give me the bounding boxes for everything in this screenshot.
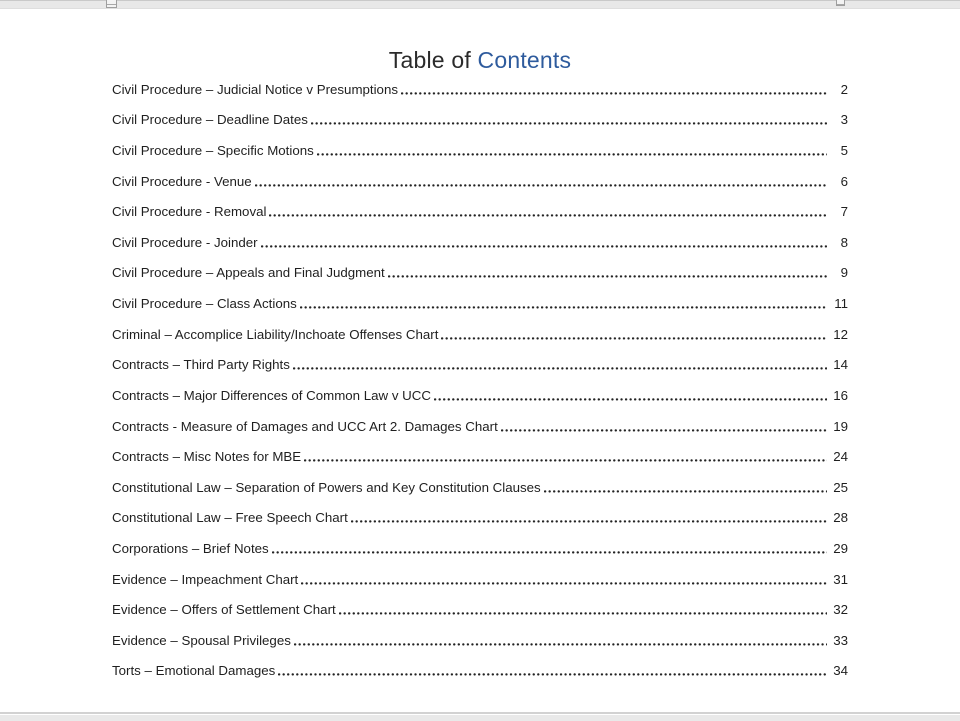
toc-entry-label: Evidence – Impeachment Chart (112, 571, 299, 587)
dotted-leader (269, 196, 827, 227)
dotted-leader (255, 166, 827, 197)
toc-entry[interactable] (112, 503, 848, 534)
toc-entry-label: Contracts – Major Differences of Common Law v UCC (112, 387, 431, 403)
toc-entry[interactable] (112, 288, 848, 319)
toc-entry-label: Civil Procedure – Class Actions (112, 296, 297, 312)
toc-entry[interactable] (112, 319, 848, 350)
toc-entry-label: Evidence – Spousal Privileges (112, 632, 291, 648)
toc-entry[interactable] (112, 656, 848, 687)
toc-entry[interactable] (112, 594, 848, 625)
dotted-leader (278, 656, 827, 687)
toc-entry-label: Civil Procedure – Specific Motions (112, 143, 314, 159)
dotted-leader (434, 380, 827, 411)
toc-entry-page: 9 (840, 265, 848, 281)
toc-entry[interactable] (112, 564, 848, 595)
toc-entry-page: 11 (834, 296, 848, 312)
toc-entry-label: Constitutional Law – Separation of Powers and Key Constitution Clauses (112, 479, 541, 495)
dotted-leader (388, 258, 827, 289)
toc-list (112, 74, 848, 686)
dotted-leader (301, 564, 827, 595)
toc-entry[interactable] (112, 105, 848, 136)
toc-entry-page: 8 (840, 234, 848, 250)
toc-entry-page: 7 (840, 204, 848, 220)
toc-entry[interactable] (112, 135, 848, 166)
toc-entry[interactable] (112, 533, 848, 564)
dotted-leader (261, 227, 827, 258)
dotted-leader (441, 319, 827, 350)
toc-entry-page: 12 (833, 326, 848, 342)
toc-entry-page: 25 (833, 479, 848, 495)
toc-entry-page: 31 (833, 571, 848, 587)
toc-entry-page: 28 (833, 510, 848, 526)
toc-entry-label: Civil Procedure - Venue (112, 173, 252, 189)
page-title (0, 45, 960, 75)
dotted-leader (293, 349, 827, 380)
toc-entry[interactable] (112, 411, 848, 442)
toc-entry-label: Contracts – Misc Notes for MBE (112, 449, 302, 465)
toc-entry-page: 6 (840, 173, 848, 189)
toc-entry[interactable] (112, 74, 848, 105)
dotted-leader (501, 411, 827, 442)
toc-entry-label: Corporations – Brief Notes (112, 540, 269, 556)
toc-entry-page: 2 (840, 81, 848, 97)
toc-entry-label: Contracts – Third Party Rights (112, 357, 290, 373)
toc-entry-page: 33 (833, 632, 848, 648)
toc-entry-page: 16 (833, 387, 848, 403)
toc-entry[interactable] (112, 380, 848, 411)
toc-entry[interactable] (112, 472, 848, 503)
toc-entry[interactable] (112, 166, 848, 197)
top-chrome-bar (0, 0, 960, 9)
toc-entry-label: Civil Procedure – Deadline Dates (112, 112, 308, 128)
dotted-leader (300, 288, 827, 319)
dotted-leader (351, 503, 827, 534)
dotted-leader (401, 74, 827, 105)
toc-entry[interactable] (112, 625, 848, 656)
toc-entry-label: Civil Procedure - Removal (112, 204, 267, 220)
toc-entry-page: 5 (840, 143, 848, 159)
toc-entry-page: 32 (833, 602, 848, 618)
toc-entry-label: Torts – Emotional Damages (112, 663, 276, 679)
toc-entry[interactable] (112, 258, 848, 289)
page-gap-marker-icon[interactable] (106, 0, 117, 8)
dotted-leader (317, 135, 827, 166)
toc-entry-page: 19 (833, 418, 848, 434)
page-gap-marker-icon[interactable] (836, 0, 845, 6)
toc-entry[interactable] (112, 196, 848, 227)
dotted-leader (544, 472, 827, 503)
dotted-leader (339, 594, 827, 625)
page-bottom-edge (0, 712, 960, 714)
page-title-prefix: Table of (388, 47, 478, 73)
bottom-chrome-bar (0, 715, 960, 721)
dotted-leader (272, 533, 827, 564)
dotted-leader (294, 625, 827, 656)
toc-entry[interactable] (112, 227, 848, 258)
toc-entry-page: 14 (833, 357, 848, 373)
toc-entry-label: Evidence – Offers of Settlement Chart (112, 602, 336, 618)
dotted-leader (304, 441, 827, 472)
toc-entry-page: 24 (833, 449, 848, 465)
dotted-leader (311, 105, 827, 136)
toc-entry-page: 3 (840, 112, 848, 128)
toc-entry-page: 29 (833, 540, 848, 556)
toc-entry[interactable] (112, 349, 848, 380)
toc-entry-label: Civil Procedure - Joinder (112, 234, 258, 250)
toc-entry-label: Constitutional Law – Free Speech Chart (112, 510, 348, 526)
toc-entry-label: Civil Procedure – Judicial Notice v Presumptions (112, 81, 398, 97)
toc-entry[interactable] (112, 441, 848, 472)
toc-entry-page: 34 (833, 663, 848, 679)
toc-entry-label: Civil Procedure – Appeals and Final Judgment (112, 265, 385, 281)
toc-entry-label: Criminal – Accomplice Liability/Inchoate Offenses Chart (112, 326, 439, 342)
page-title-accent: Contents (477, 47, 572, 73)
toc-entry-label: Contracts - Measure of Damages and UCC Art 2. Damages Chart (112, 418, 498, 434)
